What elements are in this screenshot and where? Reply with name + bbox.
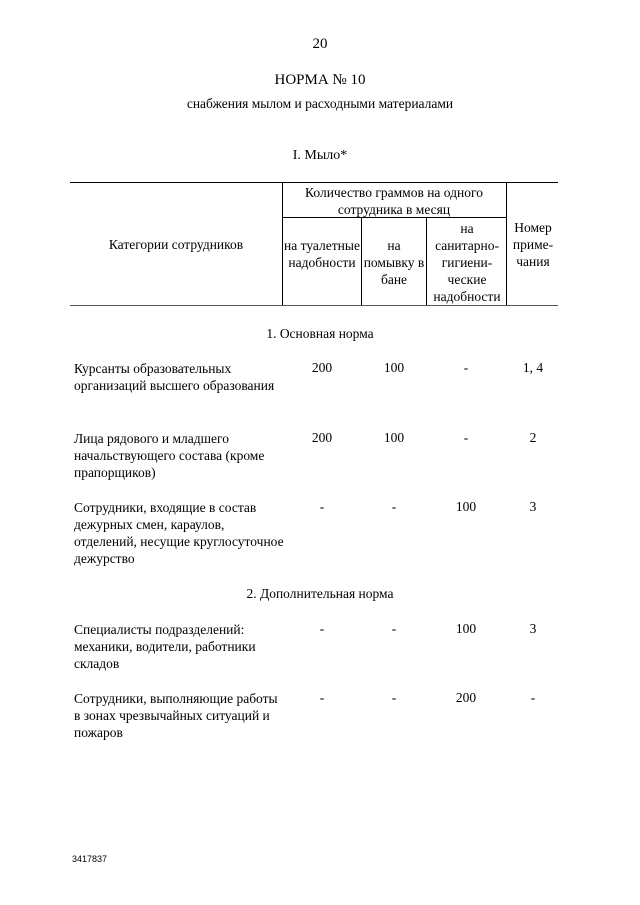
row-toilet: - — [319, 499, 325, 514]
row-sanitary: 100 — [455, 621, 477, 636]
row-note: 2 — [529, 430, 537, 445]
row-bath: 100 — [383, 430, 405, 445]
header-quantity: Количество граммов на одного сотрудника в месяц — [305, 185, 483, 217]
row-bath: - — [391, 621, 397, 636]
row-category: Курсанты образовательных организаций высшего образования — [74, 361, 275, 393]
header-note: Номер приме-чания — [512, 220, 554, 269]
row-note: 1, 4 — [522, 360, 544, 375]
footer-code: 3417837 — [72, 854, 108, 864]
header-category: Категории сотрудников — [108, 237, 244, 252]
header-top-border — [70, 182, 558, 183]
row-sanitary: 100 — [455, 499, 477, 514]
row-category: Сотрудники, выполняющие работы в зонах чрезвычайных ситуаций и пожаров — [74, 691, 278, 740]
row-note: 3 — [529, 621, 537, 636]
row-sanitary: - — [463, 430, 469, 445]
row-category: Лица рядового и младшего начальствующего состава (кроме прапорщиков) — [74, 431, 265, 480]
group-title-basic: 1. Основная норма — [266, 326, 374, 341]
document-title: НОРМА № 10 — [274, 72, 366, 88]
row-bath: - — [391, 690, 397, 705]
row-sanitary: - — [463, 360, 469, 375]
row-note: 3 — [529, 499, 537, 514]
row-toilet: 200 — [311, 430, 333, 445]
header-toilet: на туалетные надобности — [284, 238, 360, 270]
header-sanitary: на санитарно-гигиени-ческие надобности — [433, 221, 501, 304]
row-bath: 100 — [383, 360, 405, 375]
row-sanitary: 200 — [455, 690, 477, 705]
row-bath: - — [391, 499, 397, 514]
page-number: 20 — [312, 36, 328, 52]
row-category: Специалисты подразделений: механики, водители, работники складов — [74, 622, 256, 671]
document-subtitle: снабжения мылом и расходными материалами — [186, 96, 454, 111]
section-title: I. Мыло* — [292, 148, 348, 163]
row-category: Сотрудники, входящие в состав дежурных смен, караулов, отделений, несущие круглосуточное дежурство — [74, 500, 284, 566]
row-toilet: - — [319, 621, 325, 636]
header-bath: на помывку в бане — [363, 238, 425, 287]
group-title-additional: 2. Дополнительная норма — [246, 586, 394, 601]
row-note: - — [530, 690, 536, 705]
header-bottom-border — [70, 305, 558, 306]
row-toilet: 200 — [311, 360, 333, 375]
row-toilet: - — [319, 690, 325, 705]
